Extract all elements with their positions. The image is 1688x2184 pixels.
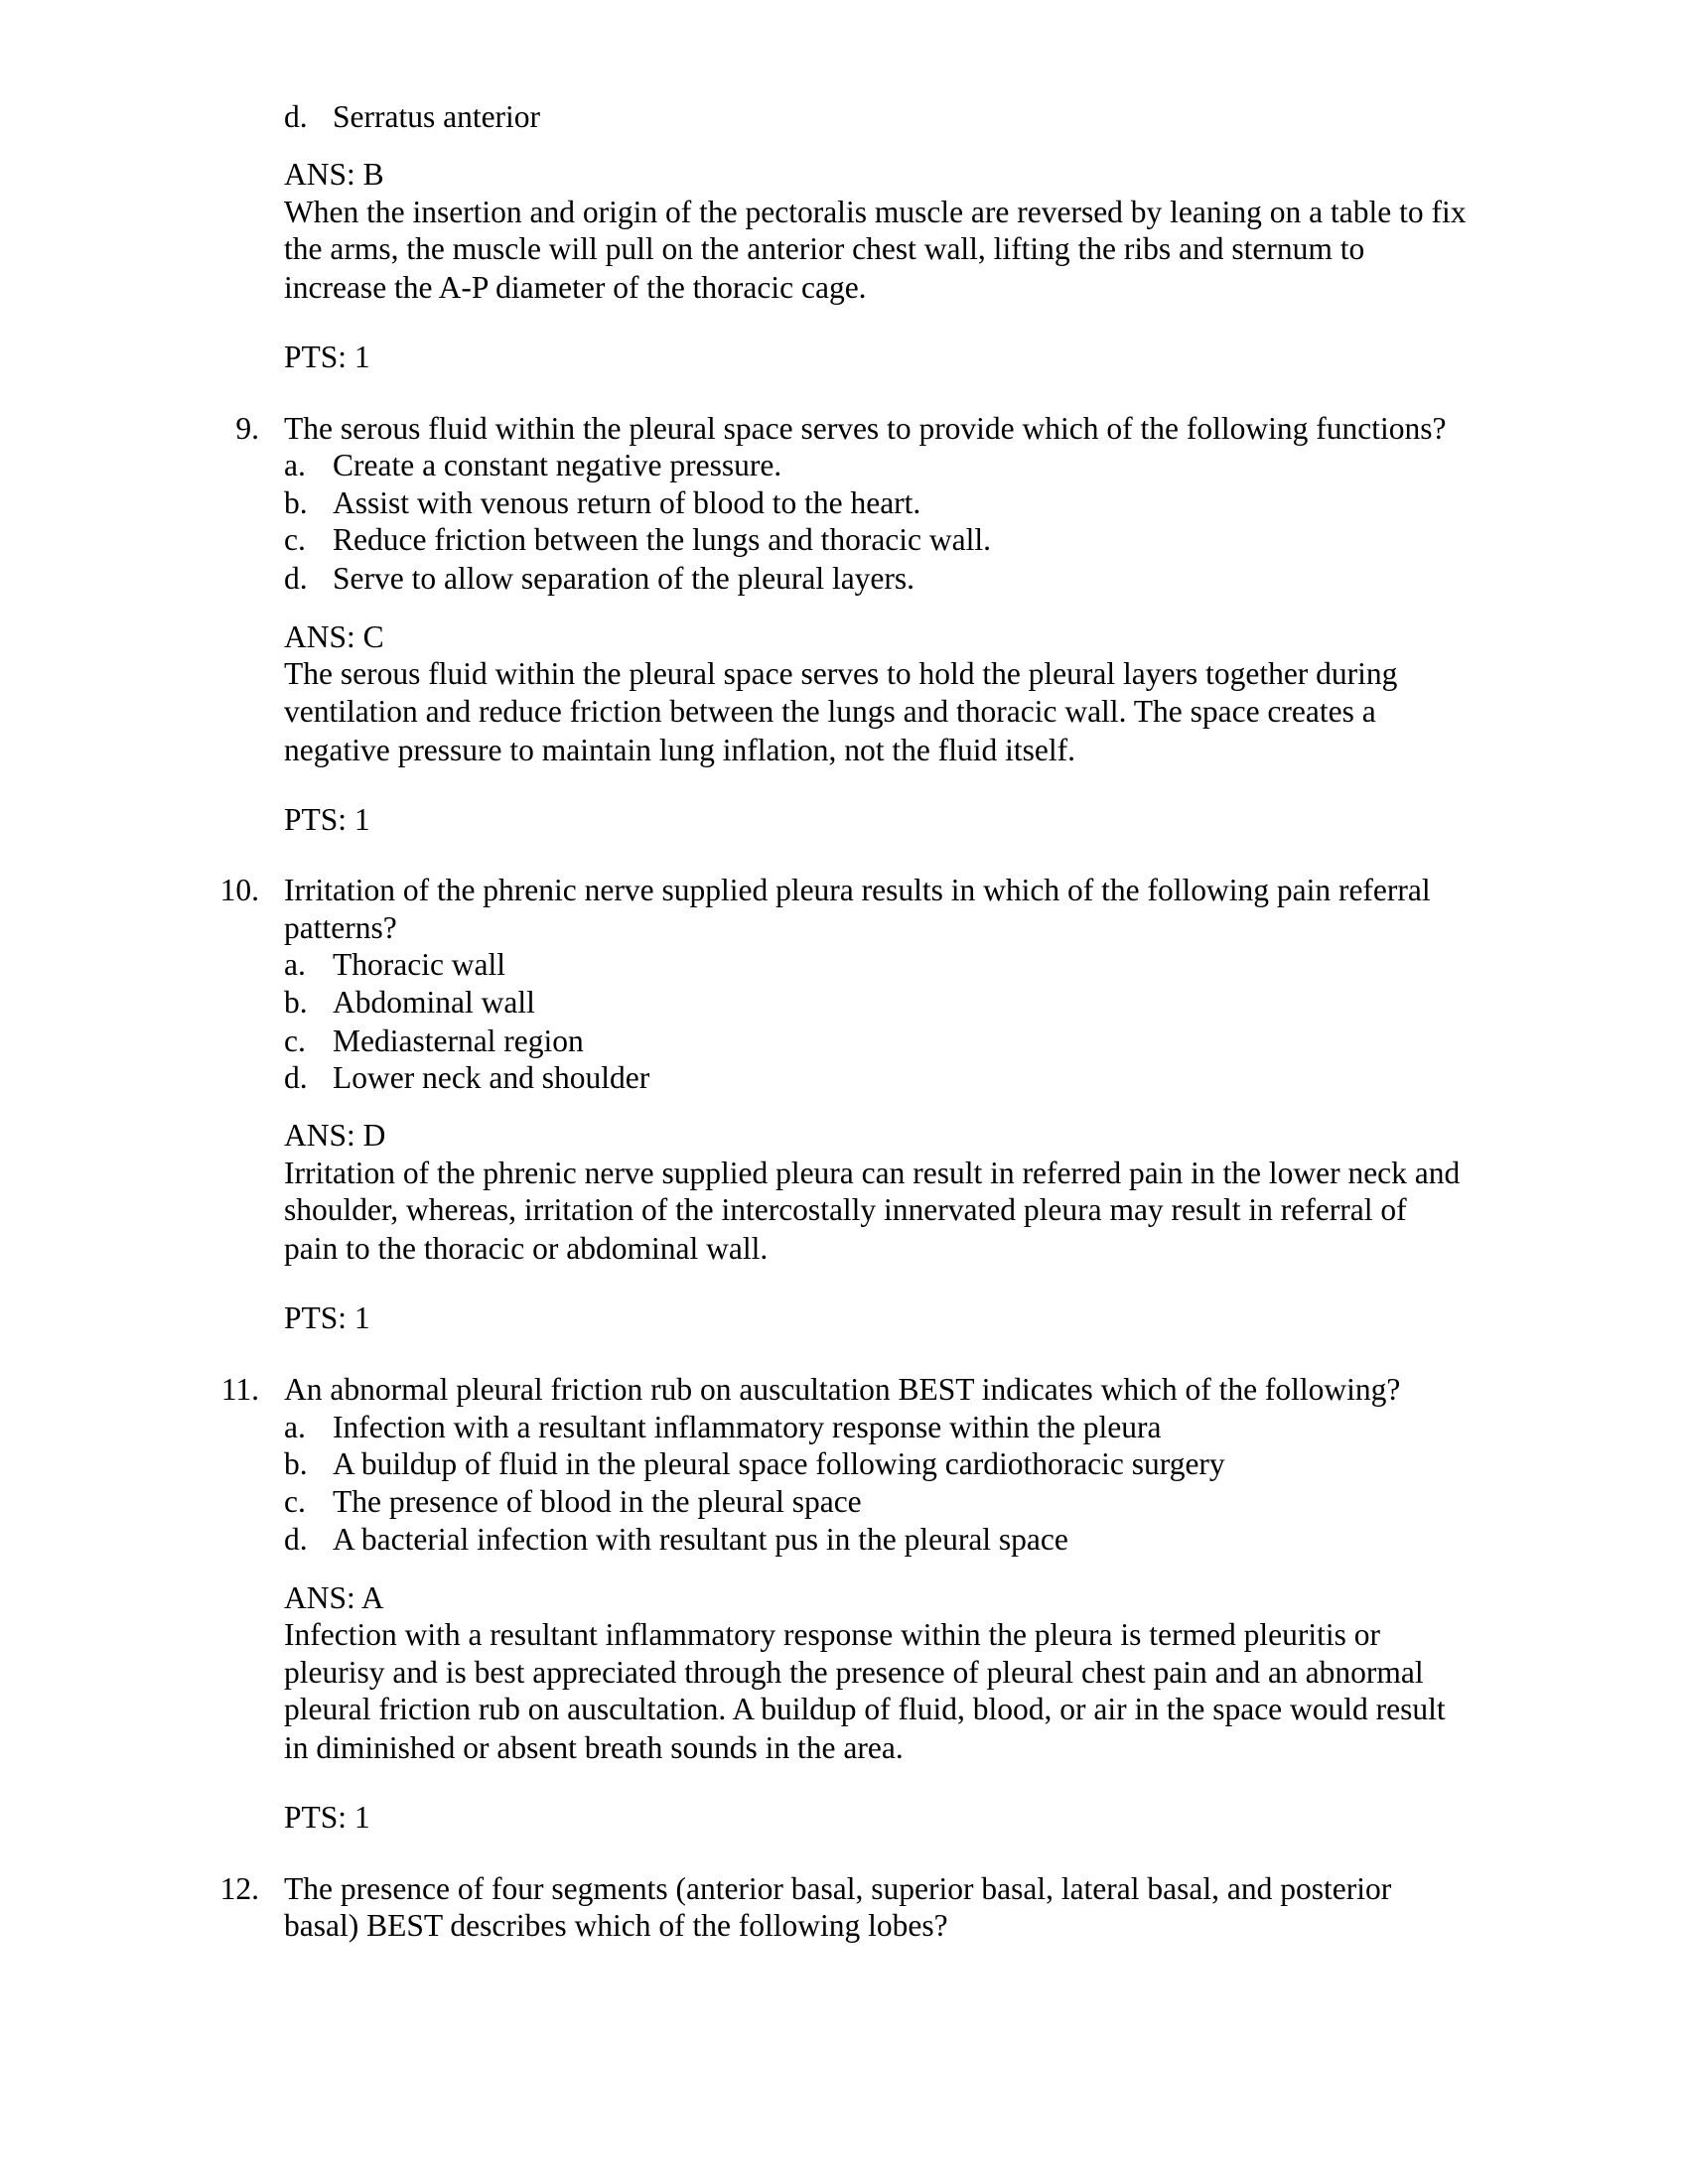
points: PTS: 1 [284,340,370,374]
option-b [284,484,920,522]
question-stem: patterns? [284,910,397,945]
answer: ANS: C [284,619,384,654]
option-text: Reduce friction between the lungs and thoracic wall. [333,522,992,557]
rationale-line: ventilation and reduce friction between the lungs and thoracic wall. The space creates a [284,694,1376,729]
option-text: Mediasternal region [333,1024,584,1058]
rationale-line: in diminished or absent breath sounds in the area. [284,1730,904,1765]
rationale-line: Infection with a resultant inflammatory response within the pleura is termed pleuritis or [284,1617,1380,1652]
rationale-line: Irritation of the phrenic nerve supplied pleura can result in referred pain in the lower neck and [284,1156,1461,1190]
question-stem: basal) BEST describes which of the following lobes? [284,1908,948,1943]
rationale-line: the arms, the muscle will pull on the anterior chest wall, lifting the ribs and sternum to [284,231,1365,266]
option-letter: d. [284,99,308,134]
option-c [284,1023,584,1060]
option-text: Thoracic wall [333,947,506,982]
option-a [284,1409,1162,1446]
option-a [284,447,781,484]
option-letter: c. [284,1484,306,1519]
option-letter: d. [284,1060,308,1095]
option-letter: d. [284,1522,308,1557]
option-letter: a. [284,947,306,982]
rationale-line: When the insertion and origin of the pectoralis muscle are reversed by leaning on a table to fix [284,195,1467,229]
question-number: 9. [235,411,259,446]
answer: ANS: B [284,157,384,192]
option-letter: d. [284,561,308,596]
points: PTS: 1 [284,1800,370,1835]
question-stem: An abnormal pleural friction rub on auscultation BEST indicates which of the following? [284,1372,1401,1407]
points: PTS: 1 [284,1300,370,1335]
option-text: Serve to allow separation of the pleural layers. [333,561,915,596]
option-letter: c. [284,522,306,557]
rationale-line: negative pressure to maintain lung inflation, not the fluid itself. [284,733,1075,767]
option-text: Infection with a resultant inflammatory response within the pleura [333,1410,1162,1444]
option-text: Assist with venous return of blood to the heart. [333,485,921,520]
option-letter: b. [284,1446,308,1481]
option-b [284,1445,1225,1483]
rationale-line: The serous fluid within the pleural space serves to hold the pleural layers together during [284,656,1398,691]
option-letter: a. [284,1410,306,1444]
option-c [284,521,991,559]
option-text: A bacterial infection with resultant pus in the pleural space [333,1522,1068,1557]
question-number: 12. [219,1871,259,1906]
rationale-line: pain to the thoracic or abdominal wall. [284,1231,769,1266]
rationale-line: shoulder, whereas, irritation of the intercostally innervated pleura may result in referral of [284,1192,1407,1227]
question-number: 11. [220,1372,259,1407]
option-a [284,946,505,984]
option-d [284,98,540,136]
option-text: Create a constant negative pressure. [333,448,782,482]
option-text: Lower neck and shoulder [333,1060,650,1095]
option-letter: b. [284,985,308,1020]
option-d [284,1059,649,1097]
option-text: The presence of blood in the pleural space [333,1484,862,1519]
rationale-line: increase the A-P diameter of the thoracic cage. [284,270,867,305]
option-text: A buildup of fluid in the pleural space following cardiothoracic surgery [333,1446,1225,1481]
option-letter: b. [284,485,308,520]
option-b [284,984,535,1022]
answer: ANS: A [284,1580,384,1615]
option-letter: c. [284,1024,306,1058]
question-stem: The presence of four segments (anterior basal, superior basal, lateral basal, and posterior [284,1871,1392,1906]
option-d [284,1521,1068,1559]
rationale-line: pleural friction rub on auscultation. A buildup of fluid, blood, or air in the space would result [284,1692,1446,1726]
option-text: Abdominal wall [333,985,535,1020]
points: PTS: 1 [284,802,370,837]
answer: ANS: D [284,1118,386,1153]
option-letter: a. [284,448,306,482]
question-stem: Irritation of the phrenic nerve supplied pleura results in which of the following pain referral [284,873,1431,907]
option-text: Serratus anterior [333,99,541,134]
rationale-line: pleurisy and is best appreciated through the presence of pleural chest pain and an abnormal [284,1655,1424,1690]
question-number: 10. [219,873,259,907]
option-d [284,560,914,598]
question-stem: The serous fluid within the pleural space serves to provide which of the following functions? [284,411,1447,446]
option-c [284,1483,862,1521]
